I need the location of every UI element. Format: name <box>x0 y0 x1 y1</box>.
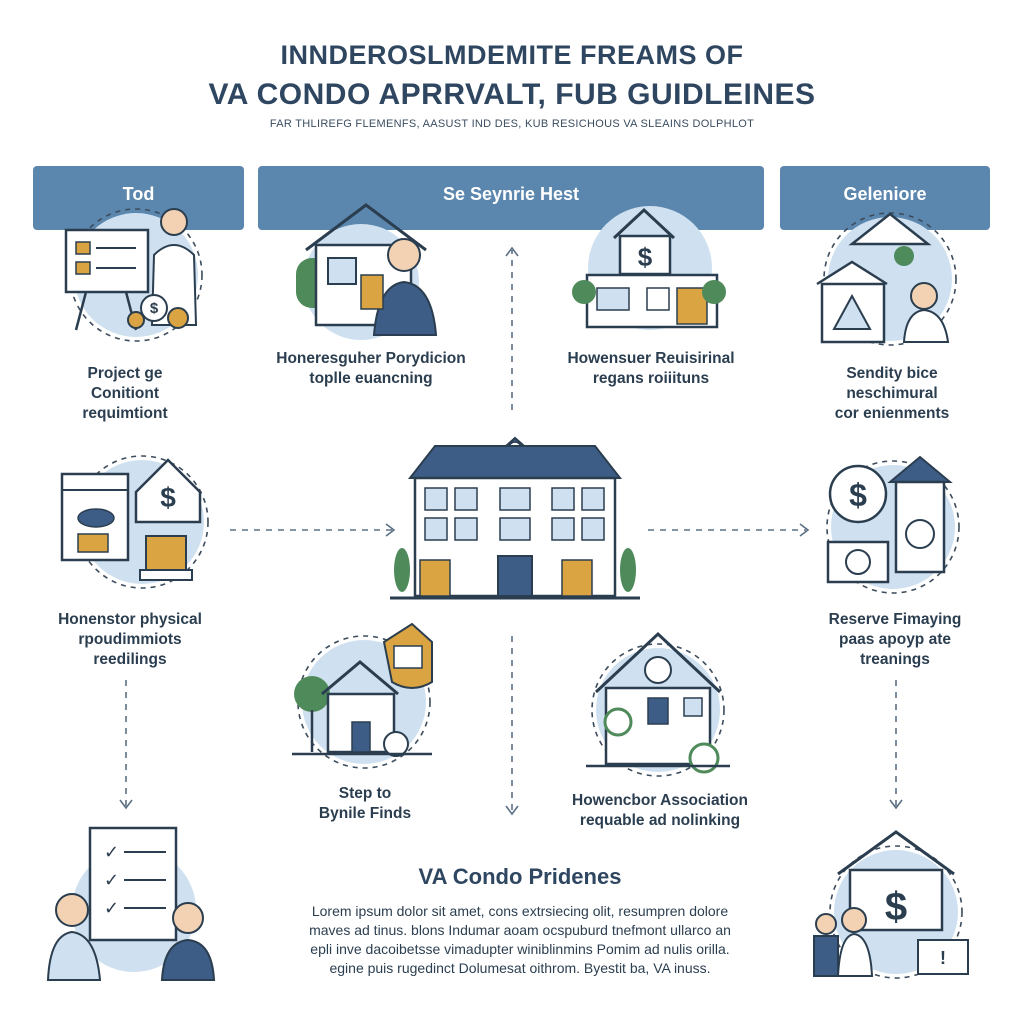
footer-title: VA Condo Pridenes <box>418 864 622 889</box>
presentation-board-icon <box>56 200 206 340</box>
label-reserve-financing: Reserve Fimaying paas apoyp ate treanings <box>828 611 962 668</box>
dollar-glyph-3: $ <box>160 482 176 513</box>
main-title-line1: INNDEROSLMDEMITE FREAMS OF <box>280 40 744 70</box>
money-bag-icon <box>818 452 968 602</box>
dollar-glyph: $ <box>149 300 159 317</box>
main-title-line2: VA CONDO APRRVALT, FUB GUIDLEINES <box>208 78 816 111</box>
header-left: Tod <box>33 166 244 230</box>
label-homebuyer-requirements: Howensuer Reuisirinal regans roiiituns <box>567 350 735 387</box>
browser-dollar-icon <box>56 452 216 592</box>
label-project-conditions: Project ge Conitiont requimtiont <box>82 365 168 422</box>
house-money-icon <box>586 622 736 782</box>
checklist-people-icon <box>44 820 224 990</box>
dollar-glyph-2: $ <box>637 242 653 272</box>
house-dollar-icon <box>572 200 732 340</box>
footer-paragraph: Lorem ipsum dolor sit amet, cons extrsiecing olit, resumpren dolore maves ad tinus. blons Indumar aoam ocspuburd tnefmont ullarco an epli inve dacoibetsse vimadupter winiblinmins Pomim ad nulis orilla. egine puis rugedinct Dolumesat oithrom. Byestit ba, VA inuss. <box>309 903 731 976</box>
label-security-structural: Sendity bice neschimural cor enienments <box>834 365 950 422</box>
label-steps-funds: Step to Bynile Finds <box>318 785 412 822</box>
condo-building-icon <box>390 430 640 610</box>
house-agent-icon <box>286 200 446 340</box>
check-glyph-2: ✓ <box>104 870 120 890</box>
dollar-glyph-4: $ <box>849 477 867 513</box>
house-person-icon <box>812 204 962 354</box>
dollar-glyph-5: $ <box>884 885 908 929</box>
check-glyph-3: ✓ <box>104 898 120 918</box>
label-physical-requirements: Honenstor physical rpoudimmiots reedilings <box>58 611 202 668</box>
house-tree-icon <box>292 622 442 772</box>
label-hoa-association: Howencbor Association requable ad nolinking <box>572 792 748 829</box>
warning-glyph: ! <box>940 948 946 968</box>
check-glyph-1: ✓ <box>104 842 120 862</box>
family-house-icon <box>808 824 978 994</box>
label-homebuyer-provision: Honeresguher Porydicion toplle euancning <box>276 350 466 387</box>
header-center: Se Seynrie Hest <box>258 166 764 230</box>
main-subtitle: FAR THLIREFG FLEMENFS, AASUST IND DES, KUB RESICHOUS VA SLEAINS DOLPHLOT <box>269 118 755 130</box>
header-right: Geleniore <box>780 166 990 230</box>
